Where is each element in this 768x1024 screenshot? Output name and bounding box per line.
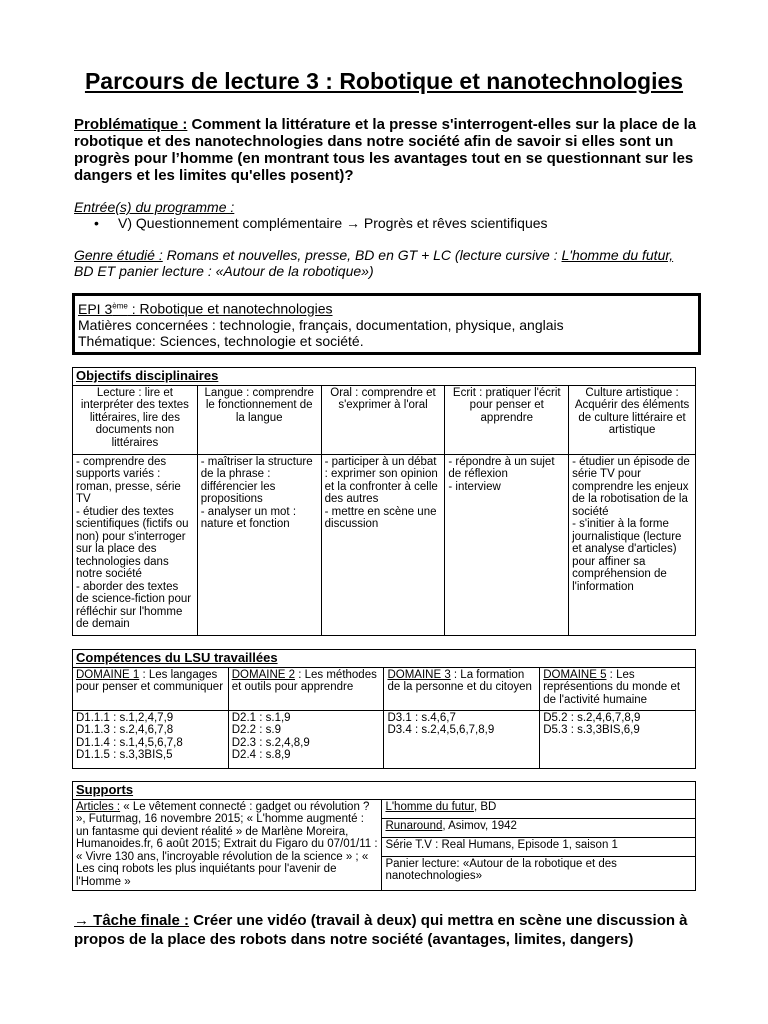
lsu-table [72, 649, 696, 769]
objectif-detail-ecrit: - répondre à un sujet de réflexion - interview [445, 454, 569, 635]
entrees-bullet [94, 215, 548, 232]
support-bd: L'homme du futur, BD [382, 799, 696, 818]
problematique-text: Comment la littérature et la presse s'interrogent-elles sur la place de la robotique et des nanotechnologies dans notre société afin de savoir si elles sont un progrès pour l’homme (en montrant tous les avantages tout en se questionnant sur les dangers et les limites qu'elles posent)? [74, 116, 697, 184]
objectif-detail-lecture: - comprendre des supports variés : roman, presse, série TV - étudier des textes scientifiques (fictifs ou non) pour s'interroger sur la place des technologies dans notre société - aborder des textes de science-fiction pour réfléchir sur l'homme de demain [73, 454, 198, 635]
genre-label: Genre étudié : [74, 247, 163, 263]
supports-articles: Articles : « Le vêtement connecté : gadget ou révolution ? », Futurmag, 16 novembre 2015; « L'homme augmenté : un fantasme qui devient réalité » de Marlène Moreira, Humanoides.fr, 6 août 2015; Extrait du Figaro du 07/01/11 : « Vivre 130 ans, l'incroyable révolution de la science » ; « Les cinq robots les plus inquiétants pour l'avenir de l'Homme » [73, 799, 382, 890]
supports-table [72, 781, 696, 891]
objectif-col-langue: Langue : comprendre le fonctionnement de la langue [197, 385, 321, 454]
objectif-col-culture: Culture artistique : Acquérir des éléments de culture littéraire et artistique [569, 385, 696, 454]
page-title: Parcours de lecture 3 : Robotique et nanotechnologies [84, 68, 684, 94]
lsu-header: Compétences du LSU travaillées [73, 650, 696, 668]
objectif-detail-langue: - maîtriser la structure de la phrase : différencier les propositions - analyser un mot : nature et fonction [197, 454, 321, 635]
epi-title: Robotique et nanotechnologies [139, 300, 333, 317]
support-serie-tv: Série T.V : Real Humans, Episode 1, saison 1 [382, 837, 696, 856]
lsu-codes-d1: D1.1.1 : s.1,2,4,7,9 D1.1.3 : s.2,4,6,7,8 D1.1.4 : s.1,4,5,6,7,8 D1.1.5 : s.3,3BIS,5 [73, 710, 229, 768]
support-panier: Panier lecture: «Autour de la robotique et des nanotechnologies» [382, 856, 696, 890]
entrees-label: Entrée(s) du programme : [74, 199, 235, 215]
lsu-codes-d3: D3.1 : s.4,6,7 D3.4 : s.2,4,5,6,7,8,9 [384, 710, 540, 768]
objectif-col-lecture: Lecture : lire et interpréter des textes littéraires, lire des documents non littéraires [73, 385, 198, 454]
epi-box [72, 293, 701, 355]
genre-text-2: BD ET panier lecture : «Autour de la robotique») [74, 263, 374, 279]
supports-header: Supports [73, 782, 696, 800]
epi-thematique: Thématique: Sciences, technologie et société. [78, 332, 364, 349]
objectif-detail-culture: - étudier un épisode de série TV pour comprendre les enjeux de la robotisation de la société - s'initier à la forme journalistique (lecture et analyse d'articles) pour affiner sa compréhension de l'information [569, 454, 696, 635]
tache-text: Créer une vidéo (travail à deux) qui mettra en scène une discussion à propos de la place des robots dans notre société (avantages, limites, dangers) [74, 912, 688, 948]
tache-label: → Tâche finale : [74, 912, 190, 929]
lsu-domaine-3: DOMAINE 3 : La formation de la personne et du citoyen [384, 667, 540, 710]
bullet-dot: • [94, 215, 99, 231]
genre-book: L'homme du futur, [561, 247, 674, 263]
problematique [74, 116, 704, 184]
lsu-codes-d2: D2.1 : s.1,9 D2.2 : s.9 D2.3 : s.2,4,8,9 D2.4 : s.8,9 [228, 710, 384, 768]
genre-etudie [74, 247, 694, 279]
tache-finale [74, 911, 714, 949]
objectif-col-ecrit: Ecrit : pratiquer l'écrit pour penser et apprendre [445, 385, 569, 454]
support-runaround: Runaround, Asimov, 1942 [382, 818, 696, 837]
objectifs-table [72, 367, 696, 636]
objectifs-header: Objectifs disciplinaires [73, 368, 696, 386]
lsu-domaine-1: DOMAINE 1 : Les langages pour penser et communiquer [73, 667, 229, 710]
objectif-detail-oral: - participer à un débat : exprimer son opinion et la confronter à celle des autres - mettre en scène une discussion [321, 454, 445, 635]
genre-text-1: Romans et nouvelles, presse, BD en GT + LC (lecture cursive : [162, 247, 562, 263]
epi-matieres: Matières concernées : technologie, français, documentation, physique, anglais [78, 316, 564, 333]
entrees-bullet-text: V) Questionnement complémentaire → Progrès et rêves scientifiques [118, 215, 548, 231]
objectif-col-oral: Oral : comprendre et s'exprimer à l'oral [321, 385, 445, 454]
epi-label: EPI 3ème : [78, 300, 140, 317]
lsu-codes-d5: D5.2 : s.2,4,6,7,8,9 D5.3 : s.3,3BIS,6,9 [540, 710, 696, 768]
problematique-label: Problématique : [74, 116, 188, 133]
lsu-domaine-5: DOMAINE 5 : Les représentions du monde et de l'activité humaine [540, 667, 696, 710]
lsu-domaine-2: DOMAINE 2 : Les méthodes et outils pour apprendre [228, 667, 384, 710]
